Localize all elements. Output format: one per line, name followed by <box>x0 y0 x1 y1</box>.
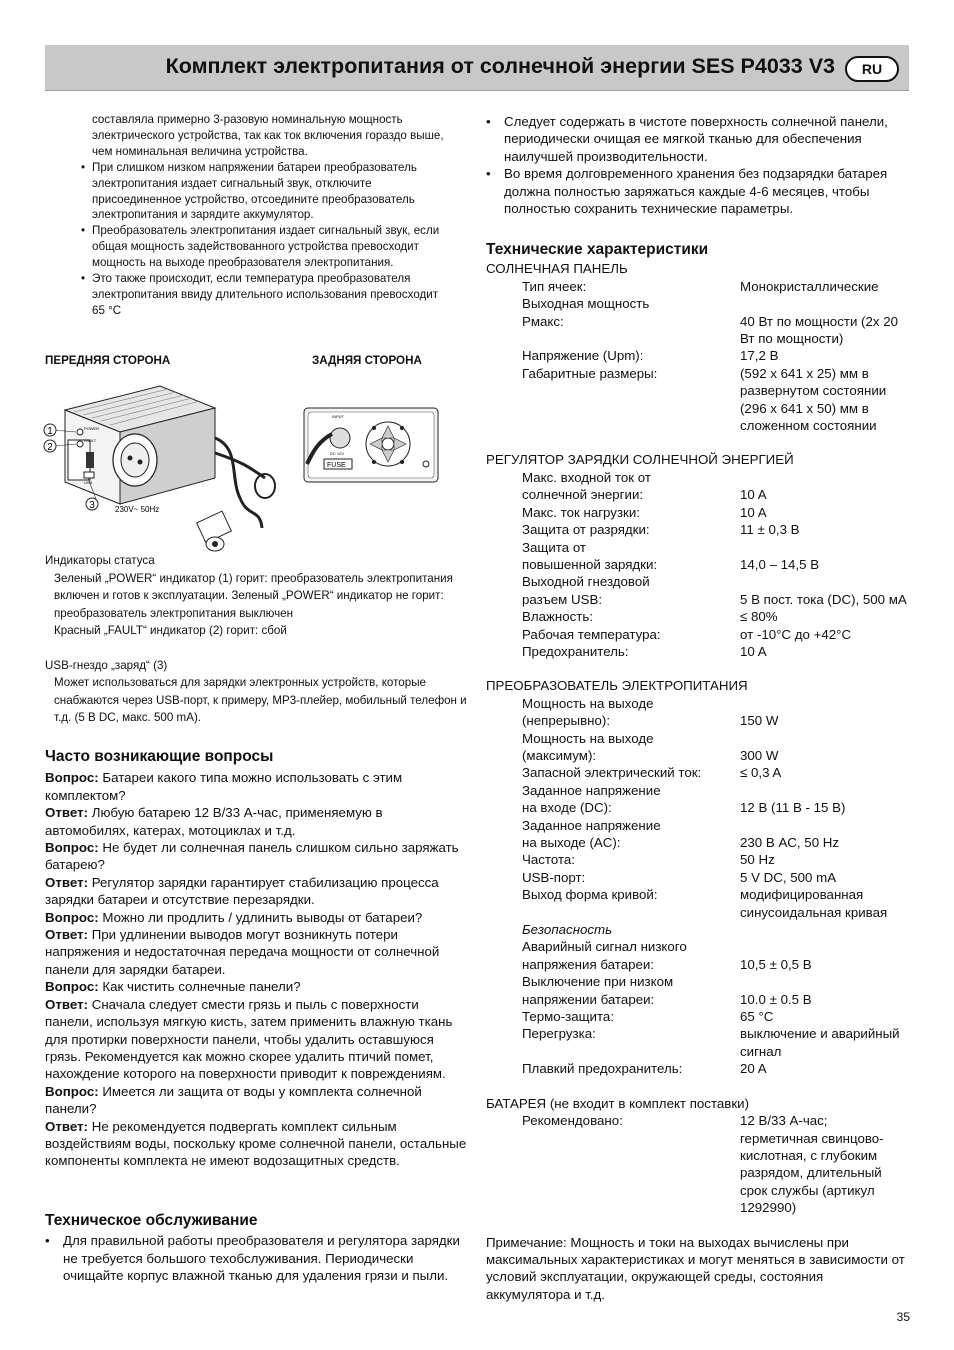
spec-value <box>740 695 910 712</box>
spec-value: 10.0 ± 0.5 В <box>740 991 812 1007</box>
spec-value <box>740 938 910 955</box>
spec-row <box>522 973 910 990</box>
spec-key: на выходе (AC): <box>522 835 621 850</box>
spec-value: 10 A <box>740 504 767 520</box>
faq-item <box>45 909 467 979</box>
regulator-table <box>486 469 910 660</box>
spec-value <box>740 973 910 990</box>
spec-row <box>522 1060 910 1077</box>
question-label: Вопрос: <box>45 909 99 925</box>
spec-key: Влажность: <box>522 609 594 625</box>
question-text: Как чистить солнечные панели? <box>102 979 301 995</box>
spec-row <box>522 486 910 503</box>
spec-row <box>522 730 910 747</box>
spec-row <box>522 573 910 590</box>
spec-row <box>522 556 910 573</box>
inverter-table <box>486 695 910 1078</box>
maintenance-bullet-1: • Для правильной работы преобразователя и регулятора зарядки не требуется большого техобслуживания. Периодически очищайте корпус влажной тканью для удаления грязи и пыли. <box>45 1232 470 1284</box>
spec-value: ≤ 80% <box>740 609 778 625</box>
status-line-fault: Красный „FAULT“ индикатор (2) горит: сбой <box>54 624 287 637</box>
inverter-front-illustration <box>40 378 290 558</box>
spec-row <box>522 834 910 851</box>
spec-key: (непрерывно): <box>522 713 611 729</box>
fault-led-label: FAULT <box>84 438 97 443</box>
spec-value: 11 ± 0,3 В <box>740 522 800 538</box>
spec-key: солнечной энергии: <box>522 487 644 503</box>
answer-label: Ответ: <box>45 996 89 1012</box>
input-label: INPUT <box>332 414 344 419</box>
spec-row <box>522 469 910 486</box>
spec-key: Аварийный сигнал низкого <box>522 939 687 955</box>
spec-row <box>522 626 910 643</box>
spec-row <box>522 1008 910 1025</box>
spec-row <box>522 782 910 799</box>
left-top-text <box>78 112 450 319</box>
spec-key: Выходная мощность <box>522 296 650 312</box>
spec-value: 12 В/33 А-час; герметичная свинцово-кислотная, с глубоким разрядом, длительный срок службы (артикул 1292990) <box>740 1113 884 1216</box>
spec-row <box>522 295 910 312</box>
status-line-power: Зеленый „POWER“ индикатор (1) горит: преобразователь электропитания включен и готов к эксплуатации. Зеленый „POWER“ индикатор не горит: преобразователь электропитания выключен <box>54 571 453 620</box>
status-title: Индикаторы статуса <box>45 554 155 567</box>
callout-1: 1 <box>47 426 53 437</box>
spec-key: Тип ячеек: <box>522 278 587 294</box>
spec-key: на входе (DC): <box>522 800 612 816</box>
safety-label: Безопасность <box>522 922 613 938</box>
spec-row <box>522 695 910 712</box>
spec-value: 20 A <box>740 1061 767 1077</box>
spec-row <box>522 1025 910 1060</box>
spec-row <box>522 764 910 781</box>
specs-title: Технические характеристики <box>486 241 709 258</box>
maintenance-section <box>45 1212 470 1285</box>
inverter-heading: ПРЕОБРАЗОВАТЕЛЬ ЭЛЕКТРОПИТАНИЯ <box>486 678 748 694</box>
answer-label: Ответ: <box>45 874 89 890</box>
page-title: Комплект электропитания от солнечной энергии SES P4033 V3 <box>165 54 835 78</box>
spec-row <box>522 591 910 608</box>
spec-value: 10 A <box>740 643 767 659</box>
spec-key: Габаритные размеры: <box>522 365 658 381</box>
spec-row <box>522 869 910 886</box>
faq-title: Часто возникающие вопросы <box>45 748 274 765</box>
spec-key: Выход форма кривой: <box>522 887 658 903</box>
warning-bullet-1: • При слишком низком напряжении батареи преобразователь электропитания издает сигнальный звук, отключите присоединенное устройство, отсоедините преобразователь электропитания и зарядите аккумулятор. <box>78 160 450 224</box>
faq-item <box>45 978 467 1082</box>
spec-key: Перегрузка: <box>522 1026 596 1042</box>
question-label: Вопрос: <box>45 979 99 995</box>
usb-port-label: USB <box>84 480 93 485</box>
spec-key: повышенной зарядки: <box>522 556 658 572</box>
spec-row <box>522 851 910 868</box>
front-side-label: ПЕРЕДНЯЯ СТОРОНА <box>45 354 171 367</box>
spec-row <box>522 365 910 435</box>
question-label: Вопрос: <box>45 770 99 786</box>
spec-row <box>522 539 910 556</box>
warning-bullet-3: • Это также происходит, если температура преобразователя электропитания ввиду длительного использования превосходит 65 °C <box>78 271 450 319</box>
spec-value: 5 V DC, 500 mA <box>740 869 837 885</box>
power-led-label: POWER <box>84 426 100 431</box>
spec-key: Термо-защита: <box>522 1009 615 1025</box>
spec-value: выключение и аварийный сигнал <box>740 1026 900 1059</box>
spec-value: от -10°C до +42°C <box>740 626 852 642</box>
spec-row <box>522 608 910 625</box>
answer-text: Любую батарею 12 В/33 А-час, применяемую в автомобилях, катерах, мотоциклах и т.д. <box>45 805 383 838</box>
spec-key: Рекомендовано: <box>522 1113 623 1129</box>
spec-row <box>522 886 910 921</box>
spec-row <box>522 504 910 521</box>
page-header <box>45 45 909 91</box>
spec-row <box>522 712 910 729</box>
spec-value <box>740 817 910 834</box>
spec-value: ≤ 0,3 A <box>740 765 782 781</box>
spec-row <box>522 347 910 364</box>
spec-row <box>522 747 910 764</box>
spec-key: Запасной электрический ток: <box>522 765 702 781</box>
question-text: Батареи какого типа можно использовать с этим комплектом? <box>45 770 403 803</box>
answer-text: При удлинении выводов могут возникнуть потери напряжения и недостаточная передача мощности от солнечной панели для зарядки батареи. <box>45 927 440 977</box>
spec-value <box>740 730 910 747</box>
spec-value: 10,5 ± 0,5 В <box>740 956 812 972</box>
question-label: Вопрос: <box>45 1083 99 1099</box>
page-number: 35 <box>896 1310 910 1324</box>
answer-label: Ответ: <box>45 805 89 821</box>
warning-bullet-2: • Преобразователь электропитания издает сигнальный звук, если общая мощность задействованного устройства превосходит мощность на выходе преобразователя электропитания. <box>78 223 450 271</box>
callout-3: 3 <box>89 500 95 511</box>
question-text: Имеется ли защита от воды у комплекта солнечной панели? <box>45 1083 422 1117</box>
spec-key: Рмакс: <box>522 313 564 329</box>
maintenance-continued <box>486 113 910 217</box>
spec-row <box>522 991 910 1008</box>
spec-value <box>740 782 910 799</box>
spec-row <box>522 817 910 834</box>
spec-value: 5 В пост. тока (DC), 500 мА <box>740 591 907 607</box>
spec-row <box>522 938 910 955</box>
answer-label: Ответ: <box>45 1118 89 1134</box>
battery-heading: БАТАРЕЯ (не входит в комплект поставки) <box>486 1095 750 1111</box>
spec-value: 300 W <box>740 747 779 763</box>
spec-value: 40 Вт по мощности (2x 20 Вт по мощности) <box>740 313 899 347</box>
answer-text: Регулятор зарядки гарантирует стабилизацию процесса зарядки батареи и отсутствие перезарядки. <box>45 874 439 908</box>
spec-value: (592 x 641 x 25) мм в развернутом состоянии (296 x 641 x 50) мм в сложенном состоянии <box>740 365 887 434</box>
spec-value <box>740 295 910 312</box>
spec-note: Примечание: Мощность и токи на выходах вычислены при максимальных характеристиках и могут меняться в зависимости от условий эксплуатации, окружающей среды, состояния аккумулятора и т.д. <box>486 1234 905 1302</box>
maintenance-bullet-3: • Во время долговременного хранения без подзарядки батарея должна полностью заряжаться каждые 4-6 месяцев, чтобы полностью сохранить технические параметры. <box>486 165 910 217</box>
solar-table <box>486 278 910 435</box>
continued-paragraph: составляла примерно 3-разовую номинальную мощность электрического устройства, так как ток включения гораздо выше, чем номинальная величина устройства. <box>92 113 444 158</box>
voltage-label: 230V~ 50Hz <box>115 505 160 514</box>
spec-key: USB-порт: <box>522 869 586 885</box>
spec-key: Предохранитель: <box>522 643 629 659</box>
spec-key: Мощность на выходе <box>522 730 654 746</box>
inverter-back-illustration <box>302 404 442 484</box>
answer-text: Сначала следует смести грязь и пыль с поверхности панели, используя мягкую кисть, затем применить влажную ткань для протирки поверхности панели, чтобы удалить оставшуюся грязь. Рекомендуется как можно скорее удалить птичий помет, нахождение которого на поверхности приводит к повреждениям. <box>45 996 453 1082</box>
spec-row <box>522 799 910 816</box>
spec-key: Заданное напряжение <box>522 817 661 833</box>
specs-section <box>486 241 910 1303</box>
maintenance-title: Техническое обслуживание <box>45 1212 258 1229</box>
spec-key: Рабочая температура: <box>522 626 661 642</box>
language-badge: RU <box>845 56 899 82</box>
solar-heading: СОЛНЕЧНАЯ ПАНЕЛЬ <box>486 261 628 277</box>
answer-label: Ответ: <box>45 927 89 943</box>
faq-item <box>45 769 467 839</box>
status-section <box>45 552 475 727</box>
spec-key: Макс. ток нагрузки: <box>522 504 640 520</box>
spec-key: Напряжение (Upm): <box>522 348 644 364</box>
spec-key: Защита от <box>522 539 587 555</box>
spec-key: Макс. входной ток от <box>522 469 651 485</box>
spec-key: Плавкий предохранитель: <box>522 1061 683 1077</box>
spec-value: 17,2 В <box>740 348 779 364</box>
dc-input-label: DC 12V <box>330 451 345 456</box>
regulator-heading: РЕГУЛЯТОР ЗАРЯДКИ СОЛНЕЧНОЙ ЭНЕРГИЕЙ <box>486 452 794 468</box>
maintenance-bullet-2: • Следует содержать в чистоте поверхность солнечной панели, периодически очищая ее мягкой тканью для обеспечения наилучшей производительности. <box>486 113 910 165</box>
spec-row <box>522 278 910 295</box>
spec-value: 10 A <box>740 487 767 503</box>
spec-value <box>740 573 910 590</box>
spec-row <box>522 1112 910 1216</box>
spec-key: Выключение при низком <box>522 974 674 990</box>
spec-key: Защита от разрядки: <box>522 522 650 538</box>
usb-title: USB-гнездо „заряд“ (3) <box>45 658 168 672</box>
spec-key: Выходной гнездовой <box>522 574 650 590</box>
spec-key: Частота: <box>522 852 575 868</box>
spec-row <box>522 956 910 973</box>
faq-section <box>45 748 467 1170</box>
spec-row <box>522 643 910 660</box>
faq-item <box>45 839 467 909</box>
question-text: Не будет ли солнечная панель слишком сильно заряжать батарею? <box>45 840 459 873</box>
spec-key: (максимум): <box>522 747 597 763</box>
spec-value: 230 В AC, 50 Hz <box>740 835 840 850</box>
answer-text: Не рекомендуется подвергать комплект сильным воздействиям воды, поскольку кроме солнечной панели, остальные компоненты комплекта не имеют водозащитных средств. <box>45 1118 467 1169</box>
spec-value: 150 W <box>740 713 779 729</box>
spec-value: 14,0 – 14,5 В <box>740 556 820 572</box>
spec-key: Заданное напряжение <box>522 782 661 798</box>
spec-value: 65 °C <box>740 1009 774 1025</box>
spec-value: Монокристаллические <box>740 278 879 294</box>
spec-row <box>522 313 910 348</box>
callout-2: 2 <box>47 442 53 453</box>
faq-item <box>45 1083 467 1170</box>
spec-value: модифицированная синусоидальная кривая <box>740 887 888 920</box>
fuse-label: FUSE <box>327 462 346 469</box>
spec-value: 50 Hz <box>740 852 775 868</box>
spec-key: напряжении батареи: <box>522 991 655 1007</box>
spec-key: Мощность на выходе <box>522 695 654 711</box>
question-label: Вопрос: <box>45 840 99 856</box>
spec-key: разъем USB: <box>522 591 603 607</box>
usb-text: Может использоваться для зарядки электронных устройств, которые снабжаются через USB-порт, к примеру, MP3-плейер, мобильный телефон и т.д. (5 В DC, макс. 500 mA). <box>54 676 467 724</box>
spec-key: напряжения батареи: <box>522 956 655 972</box>
spec-value: 12 В (11 В - 15 В) <box>740 800 846 816</box>
question-text: Можно ли продлить / удлинить выводы от батареи? <box>102 909 423 925</box>
spec-value <box>740 469 910 486</box>
back-side-label: ЗАДНЯЯ СТОРОНА <box>312 354 422 367</box>
spec-value <box>740 539 910 556</box>
spec-row <box>522 521 910 538</box>
battery-table <box>486 1112 910 1216</box>
